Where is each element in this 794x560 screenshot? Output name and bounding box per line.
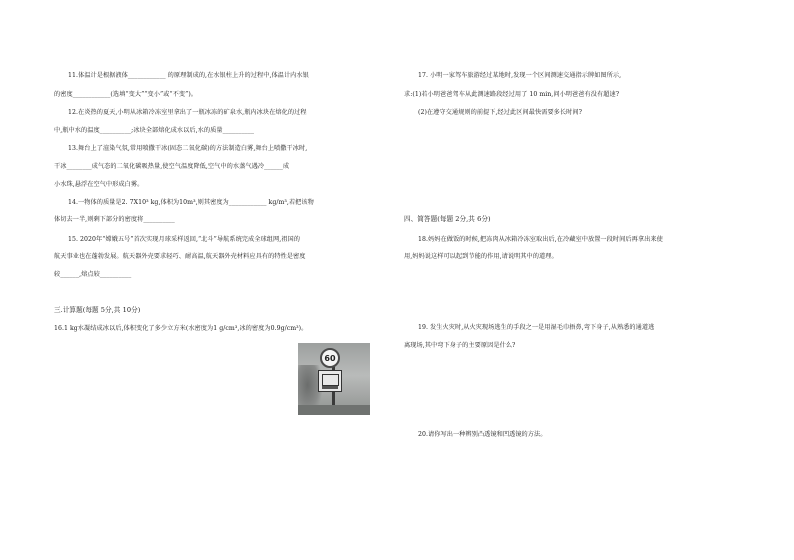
speed-limit-value: 60: [324, 353, 336, 363]
speed-camera-sign-photo: [298, 343, 370, 415]
question-11-line-2: 的密度____________(选填“变大”“变小”或“不变”)。: [54, 91, 198, 98]
question-19-line-2: 离现场,其中弯下身子的主要原因是什么?: [404, 342, 516, 349]
question-14-line-1: 14.一物体的质量是2. 7X10³ kg,体积为10m³,则其密度为____________ kg/m³,若把该物: [68, 199, 314, 206]
ground-strip: [298, 405, 370, 415]
speed-limit-sign: [320, 348, 340, 368]
camera-zone-sign: [318, 370, 342, 392]
question-15-line-2: 航天事业也在蓬勃发展。航天器外壳要求轻巧、耐高温,航天器外壳材料应具有的特性是密度: [54, 253, 306, 260]
question-15-line-1: 15. 2020年“嫦娥五号”首次实现月球采样返回,“北斗”导航系统完成全球组网,祖国的: [68, 236, 300, 243]
question-13-line-2: 干冰________成气态的二氧化碳吸热量,使空气温度降低,空气中的水蒸气遇冷______成: [54, 163, 290, 170]
question-19-line-1: 19. 发生火灾时,从火灾现场逃生的手段之一是用湿毛巾捂鼻,弯下身子,从熟悉的通道逃: [418, 324, 655, 331]
question-18-line-2: 用,妈妈说这样可以起到节能的作用,请说明其中的道理。: [404, 253, 558, 260]
question-14-line-2: 体切去一半,则剩下部分的密度将__________: [54, 216, 175, 223]
camera-icon: [322, 374, 339, 386]
question-18-line-1: 18.妈妈在做饭的时候,把冻肉从冰箱冷冻室取出后,在冷藏室中放置一段时间后再拿出来使: [418, 236, 663, 243]
question-17-line-2: 求:(1)若小明爸爸驾车从此测速路段经过用了 10 min,问小明爸爸有没有超速?: [404, 91, 620, 98]
sign-text-bar: [322, 386, 338, 389]
question-12-line-2: 中,瓶中水的温度__________;冰块全部熔化成水以后,水的质量__________: [54, 127, 255, 134]
section-4-title: 四、简答题(每题 2分,共 6分): [404, 215, 491, 223]
question-16-line-1: 16.1 kg水凝结成冰以后,体积变化了多少立方米(水密度为1 g/cm³,冰的密度为0.9g/cm³)。: [54, 325, 308, 332]
question-13-line-3: 小水珠,悬浮在空气中形成白雾。: [54, 181, 144, 188]
section-3-title: 三.计算题(每题 5分,共 10分): [54, 306, 141, 314]
question-11-line-1: 11.体温计是根据液体____________ 的原理制成的,在水银柱上升的过程中,体温计内水银: [68, 72, 309, 79]
question-13-line-1: 13.舞台上了渲染气氛,常用喷撒干冰(固态二氧化碳)的方法制造白雾,舞台上喷撒干冰时,: [68, 145, 308, 152]
question-17-line-1: 17. 小明一家驾车旅游经过某地时,发现一个区间测速交通指示牌如图所示,: [418, 72, 622, 79]
question-20-line-1: 20.请你写出一种辨别凸透镜和凹透镜的方法。: [418, 431, 547, 438]
question-12-line-1: 12.在炎热的夏天,小明从冰箱冷冻室里拿出了一瓶冰冻的矿泉水,瓶内冰块在熔化的过程: [68, 109, 307, 116]
question-17-line-3: (2)在遵守交通规则的前提下,经过此区间最快需要多长时间?: [418, 109, 582, 116]
question-15-line-3: 较______,熔点较__________: [54, 271, 132, 278]
